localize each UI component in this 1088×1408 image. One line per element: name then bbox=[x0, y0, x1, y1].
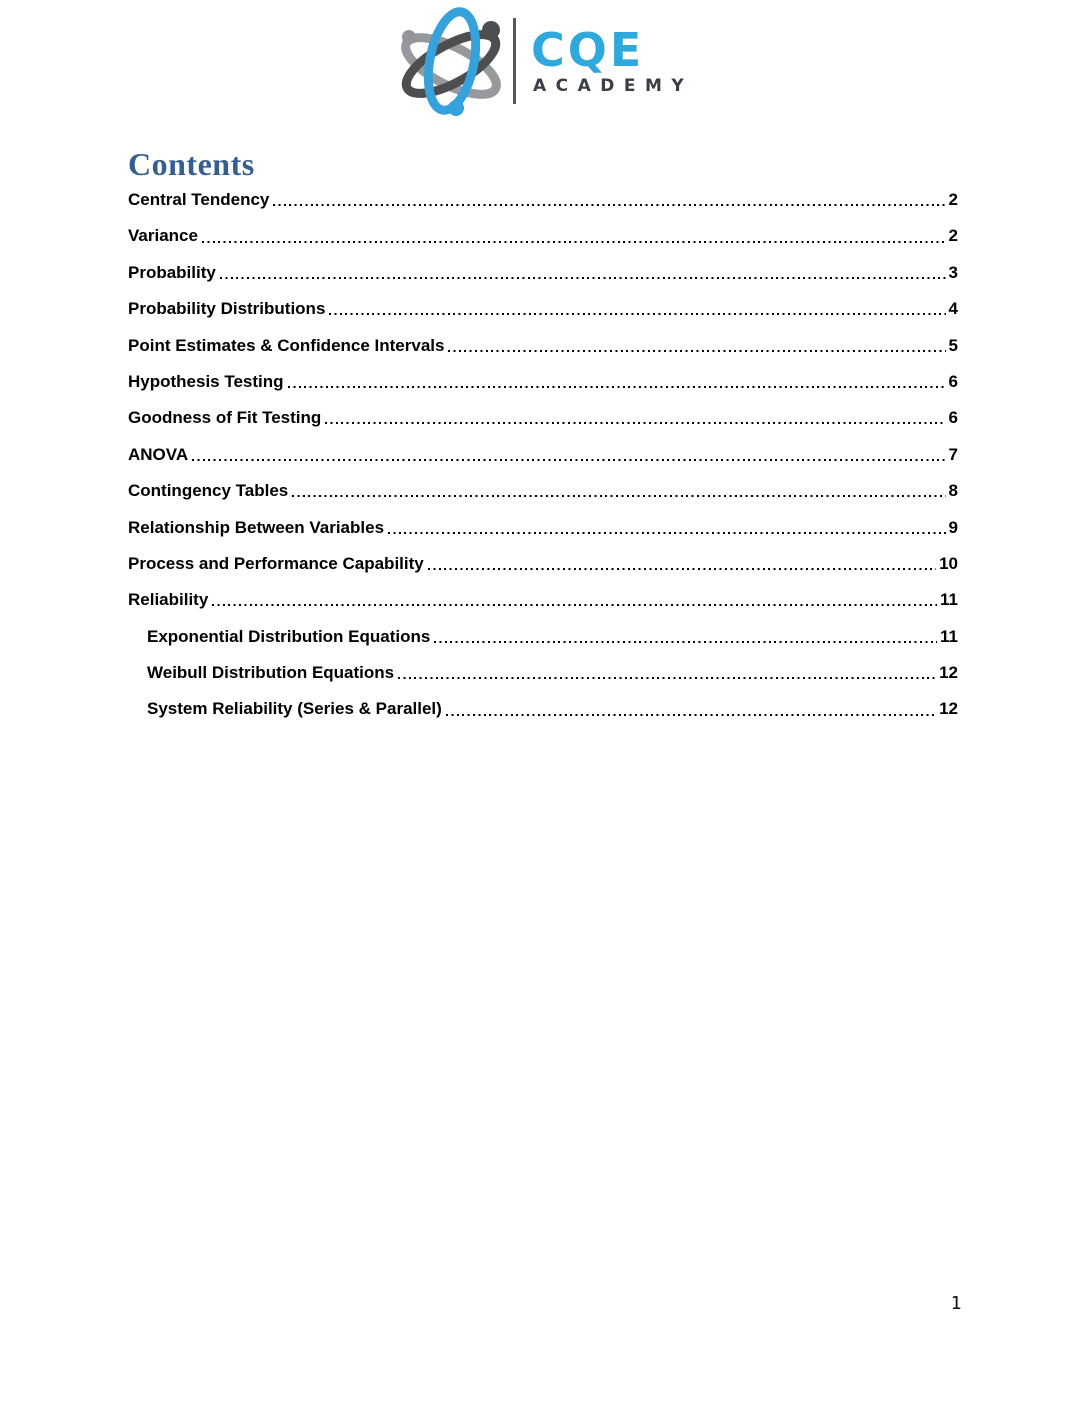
toc-entry-page: 2 bbox=[948, 226, 958, 246]
toc-entry-page: 12 bbox=[939, 699, 958, 719]
toc-entry-page: 12 bbox=[939, 663, 958, 683]
toc-entry-page: 8 bbox=[948, 481, 958, 501]
toc-dot-leader bbox=[446, 699, 936, 719]
toc-dot-leader bbox=[388, 518, 946, 538]
toc-entry-page: 6 bbox=[948, 371, 958, 391]
contents-heading: Contents bbox=[128, 146, 255, 182]
toc-entry[interactable] bbox=[128, 298, 958, 319]
toc-entry-page: 4 bbox=[948, 299, 958, 319]
toc-entry[interactable] bbox=[128, 589, 958, 610]
toc-entry[interactable] bbox=[128, 444, 958, 465]
brand-subtitle: ACADEMY bbox=[533, 76, 694, 96]
electron-dot-light bbox=[402, 30, 416, 44]
toc-entry-page: 10 bbox=[939, 553, 958, 573]
toc-entry-label: Reliability bbox=[128, 590, 209, 610]
toc-entry-page: 6 bbox=[948, 408, 958, 428]
toc-dot-leader bbox=[192, 445, 945, 465]
toc-entry-page: 11 bbox=[940, 590, 958, 610]
toc-entry-label: Point Estimates & Confidence Intervals bbox=[128, 335, 445, 355]
toc-entry[interactable] bbox=[128, 662, 958, 683]
toc-entry[interactable] bbox=[128, 335, 958, 356]
toc-entry-label: Central Tendency bbox=[128, 190, 270, 209]
toc-entry-label: Weibull Distribution Equations bbox=[147, 663, 395, 683]
brand-logo bbox=[398, 6, 693, 116]
toc-entry[interactable] bbox=[128, 553, 958, 574]
toc-entry-page: 11 bbox=[940, 626, 958, 646]
toc-entry-label: ANOVA bbox=[128, 444, 189, 464]
toc-entry[interactable] bbox=[128, 698, 958, 719]
toc-dot-leader bbox=[212, 590, 937, 610]
toc-entry[interactable] bbox=[128, 225, 958, 246]
toc-entry[interactable] bbox=[128, 626, 958, 647]
toc-entry[interactable] bbox=[128, 371, 958, 392]
electron-dot-dark bbox=[482, 21, 500, 39]
atom-icon bbox=[398, 6, 504, 116]
toc-dot-leader bbox=[428, 554, 936, 574]
toc-entry-label: Goodness of Fit Testing bbox=[128, 408, 322, 428]
toc-entry-label: Probability bbox=[128, 262, 216, 282]
toc-dot-leader bbox=[434, 627, 937, 647]
toc-entry[interactable] bbox=[128, 189, 958, 210]
toc-dot-leader bbox=[292, 481, 945, 501]
toc-entry[interactable] bbox=[128, 262, 958, 283]
toc-entry-page: 3 bbox=[948, 262, 958, 282]
toc-dot-leader bbox=[202, 226, 946, 246]
brand-name: CQE bbox=[531, 23, 645, 77]
page-number: 1 bbox=[950, 1293, 962, 1314]
toc-dot-leader bbox=[398, 663, 936, 683]
toc-dot-leader bbox=[448, 336, 945, 356]
toc-entry-label: Exponential Distribution Equations bbox=[147, 626, 431, 646]
toc-entry-label: Contingency Tables bbox=[128, 481, 289, 501]
toc-entry-page: 7 bbox=[948, 444, 958, 464]
toc-dot-leader bbox=[325, 408, 945, 428]
toc-list bbox=[128, 189, 958, 735]
toc-entry[interactable] bbox=[128, 517, 958, 538]
logo-text bbox=[531, 23, 694, 96]
toc-entry-label: Relationship Between Variables bbox=[128, 517, 385, 537]
toc-entry-label: Hypothesis Testing bbox=[128, 371, 284, 391]
toc-entry-page: 5 bbox=[948, 335, 958, 355]
toc-entry-label: Probability Distributions bbox=[128, 299, 326, 319]
toc-entry-page: 9 bbox=[948, 517, 958, 537]
toc-entry[interactable] bbox=[128, 480, 958, 501]
toc-entry-label: Variance bbox=[128, 226, 198, 246]
toc-entry-page: 2 bbox=[948, 190, 958, 209]
toc-dot-leader bbox=[220, 263, 946, 283]
toc-dot-leader bbox=[288, 372, 946, 392]
toc-dot-leader bbox=[273, 190, 945, 210]
toc-dot-leader bbox=[329, 299, 945, 319]
toc-entry[interactable] bbox=[128, 407, 958, 428]
logo-divider bbox=[513, 18, 516, 104]
toc-entry-label: Process and Performance Capability bbox=[128, 553, 424, 573]
toc-entry-label: System Reliability (Series & Parallel) bbox=[147, 699, 442, 719]
electron-dot-blue bbox=[448, 100, 464, 116]
